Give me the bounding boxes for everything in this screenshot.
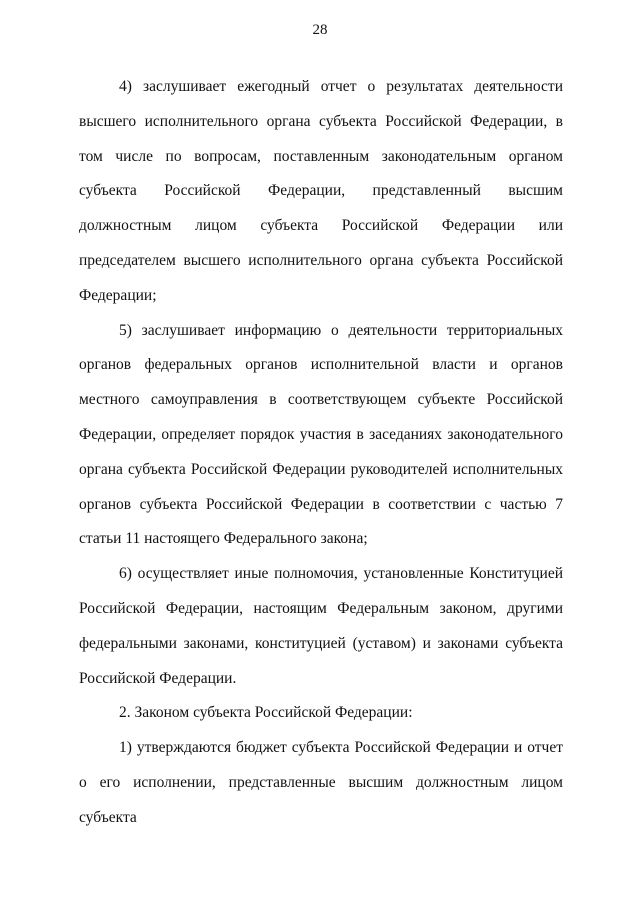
paragraph-section-2-item-1: 1) утверждаются бюджет субъекта Российской Федерации и отчет о его исполнении, представленные высшим должностным лицом субъекта	[79, 739, 563, 826]
paragraph-item-5: 5) заслушивает информацию о деятельности территориальных органов федеральных органов исполнительной власти и органов местного самоуправления в соответствующем субъекте Российской Федерации, определяет порядок участия в заседаниях законодательного органа субъекта Российской Федерации руководителей исполнительных органов субъекта Российской Федерации в соответствии с частью 7 статьи 11 настоящего Федерального закона;	[79, 321, 563, 548]
page-number: 28	[312, 22, 328, 38]
document-body	[79, 70, 563, 836]
paragraph-item-6: 6) осуществляет иные полномочия, установленные Конституцией Российской Федерации, настоящим Федеральным законом, другими федеральными законами, конституцией (уставом) и законами субъекта Российской Федерации.	[79, 565, 563, 687]
paragraph-item-4: 4) заслушивает ежегодный отчет о результатах деятельности высшего исполнительного органа субъекта Российской Федерации, в том числе по вопросам, поставленным законодательным органом субъекта Российской Федерации, представленный высшим должностным лицом субъекта Российской Федерации или председателем высшего исполнительного органа субъекта Российской Федерации;	[79, 78, 563, 304]
paragraph-section-2: 2. Законом субъекта Российской Федерации:	[119, 704, 413, 722]
